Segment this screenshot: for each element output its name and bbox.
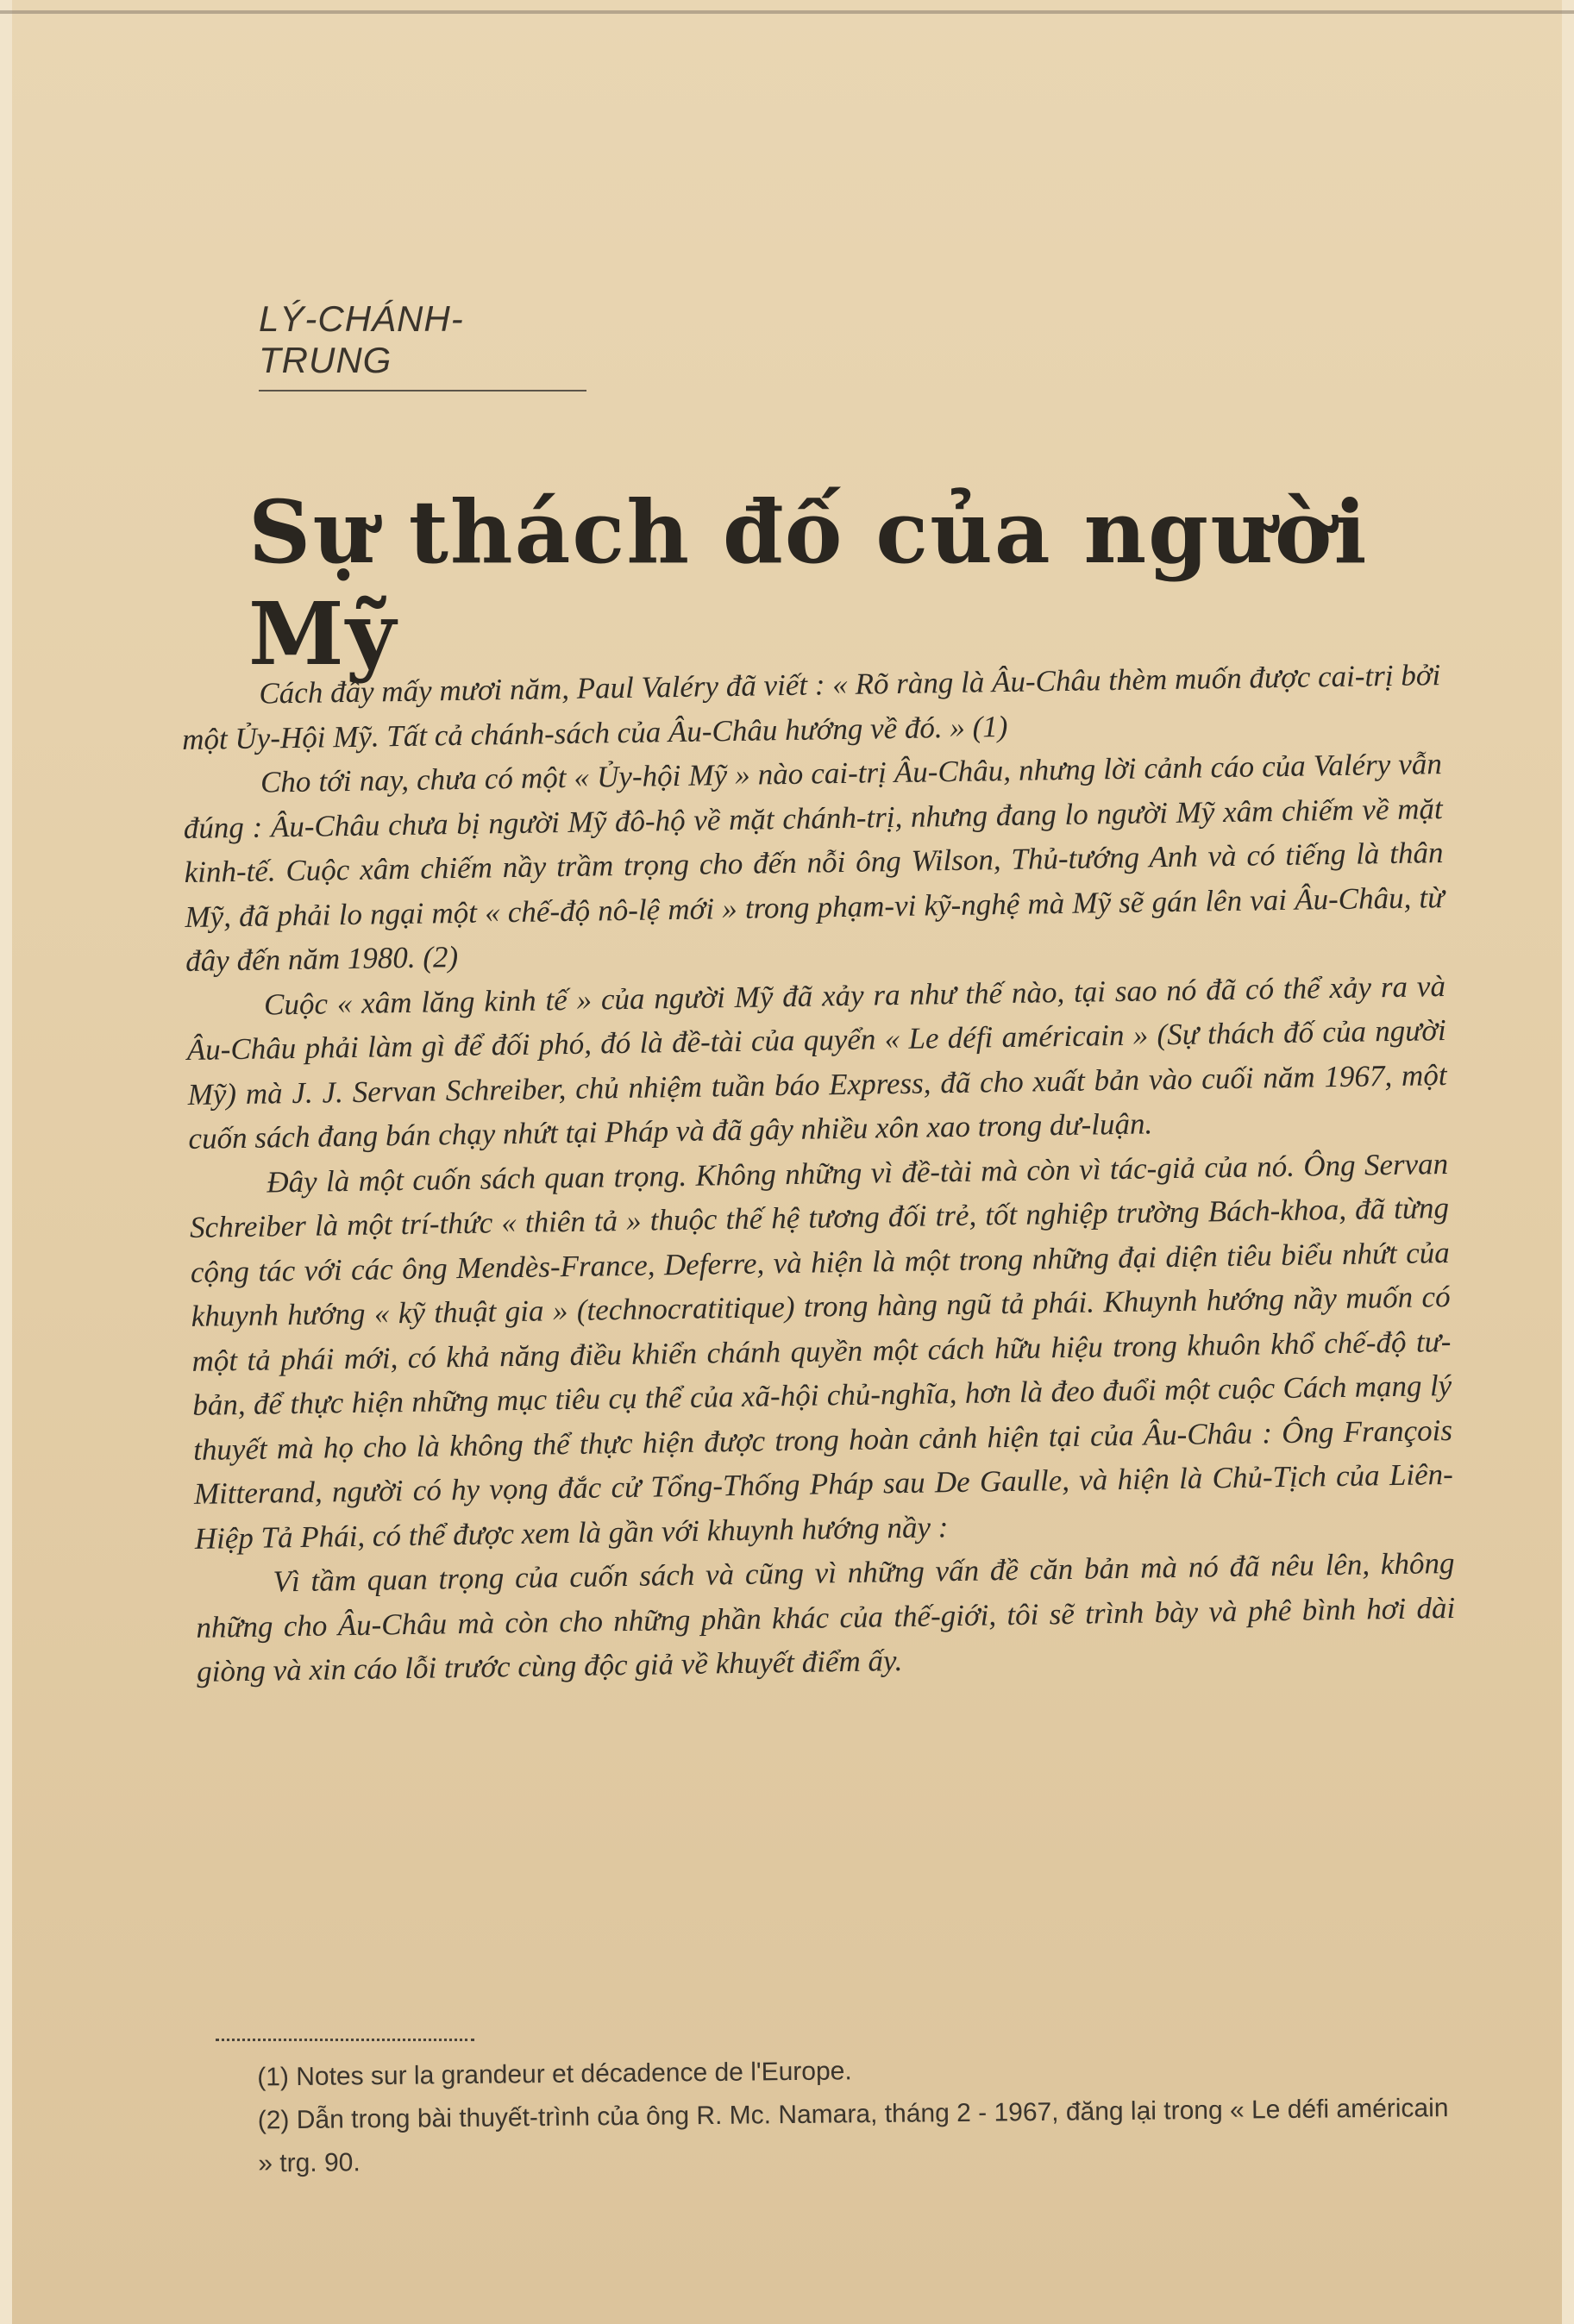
page-edge-left: [0, 0, 12, 2324]
footnote-2: (2) Dẫn trong bài thuyết-trình của ông R. Mc. Namara, tháng 2 - 1967, đăng lại trong « Le défi américain » trg. 90.: [257, 2094, 1449, 2178]
paragraph-3: Cuộc « xâm lăng kinh tế » của người Mỹ đã xảy ra như thế nào, tại sao nó đã có thể xảy ra và Âu-Châu phải làm gì để đối phó, đó là đề-tài của quyển « Le défi américain » (Sự thách đố của người Mỹ) mà J. J. Servan Schreiber, chủ nhiệm tuần báo Express, đã cho xuất bản vào cuối năm 1967, một cuốn sách đang bán chạy nhứt tại Pháp và đã gây nhiều xôn xao trong dư-luận.: [186, 968, 1447, 1156]
paragraph-4: Đây là một cuốn sách quan trọng. Không những vì đề-tài mà còn vì tác-giả của nó. Ông Servan Schreiber là một trí-thức « thiên tả » thuộc thế hệ tương đối trẻ, tốt nghiệp trường Bách-khoa, đã từng cộng tác với các ông Mendès-France, Deferre, và hiện là một trong những đại diện tiêu biểu nhứt của khuynh hướng « kỹ thuật gia » (technocratitique) trong hàng ngũ tả phái. Khuynh hướng nầy muốn có một tả phái mới, có khả năng điều khiển chánh quyền một cách hữu hiệu trong khuôn khổ chế-độ tư-bản, để thực hiện những mục tiêu cụ thể của xã-hội chủ-nghĩa, hơn là đeo đuổi một cuộc Cách mạng lý thuyết mà họ cho là không thể thực hiện được trong hoàn cảnh hiện tại của Âu-Châu : Ông François Mitterand, người có hy vọng đắc cử Tổng-Thống Pháp sau De Gaulle, và hiện là Chủ-Tịch của Liên-Hiệp Tả Phái, có thể được xem là gần với khuynh hướng nầy :: [189, 1146, 1454, 1556]
paragraph-1: Cách đây mấy mươi năm, Paul Valéry đã viết : « Rõ ràng là Âu-Châu thèm muốn được cai-trị bởi một Ủy-Hội Mỹ. Tất cả chánh-sách của Âu-Châu hướng về đó. » (1): [181, 658, 1441, 756]
paragraph-2: Cho tới nay, chưa có một « Ủy-hội Mỹ » nào cai-trị Âu-Châu, nhưng lời cảnh cáo của Valéry vẫn đúng : Âu-Châu chưa bị người Mỹ đô-hộ về mặt chánh-trị, nhưng đang lo người Mỹ xâm chiếm về mặt kinh-tế. Cuộc xâm chiếm nầy trầm trọng cho đến nỗi ông Wilson, Thủ-tướng Anh và có tiếng là thân Mỹ, đã phải lo ngại một « chế-độ nô-lệ mới » trong phạm-vi kỹ-nghệ mà Mỹ sẽ gán lên vai Âu-Châu, từ đây đến năm 1980. (2): [183, 747, 1445, 978]
article-body: [181, 653, 1456, 1694]
footnote-1: (1) Notes sur la grandeur et décadence de l'Europe.: [257, 2057, 852, 2092]
footnote-divider: [216, 2039, 474, 2041]
footnotes: [216, 2044, 1450, 2186]
paragraph-5: Vì tầm quan trọng của cuốn sách và cũng vì những vấn đề căn bản mà nó đã nêu lên, không những cho Âu-Châu mà còn cho những phần khác của thế-giới, tôi sẽ trình bày và phê bình hơi dài giòng và xin cáo lỗi trước cùng độc giả về khuyết điểm ấy.: [196, 1545, 1456, 1688]
top-border-line: [0, 10, 1574, 14]
author-name: LÝ-CHÁNH-TRUNG: [259, 298, 586, 392]
page-edge-right: [1562, 0, 1574, 2324]
article-title: Sự thách đố của người Mỹ: [248, 481, 1369, 685]
